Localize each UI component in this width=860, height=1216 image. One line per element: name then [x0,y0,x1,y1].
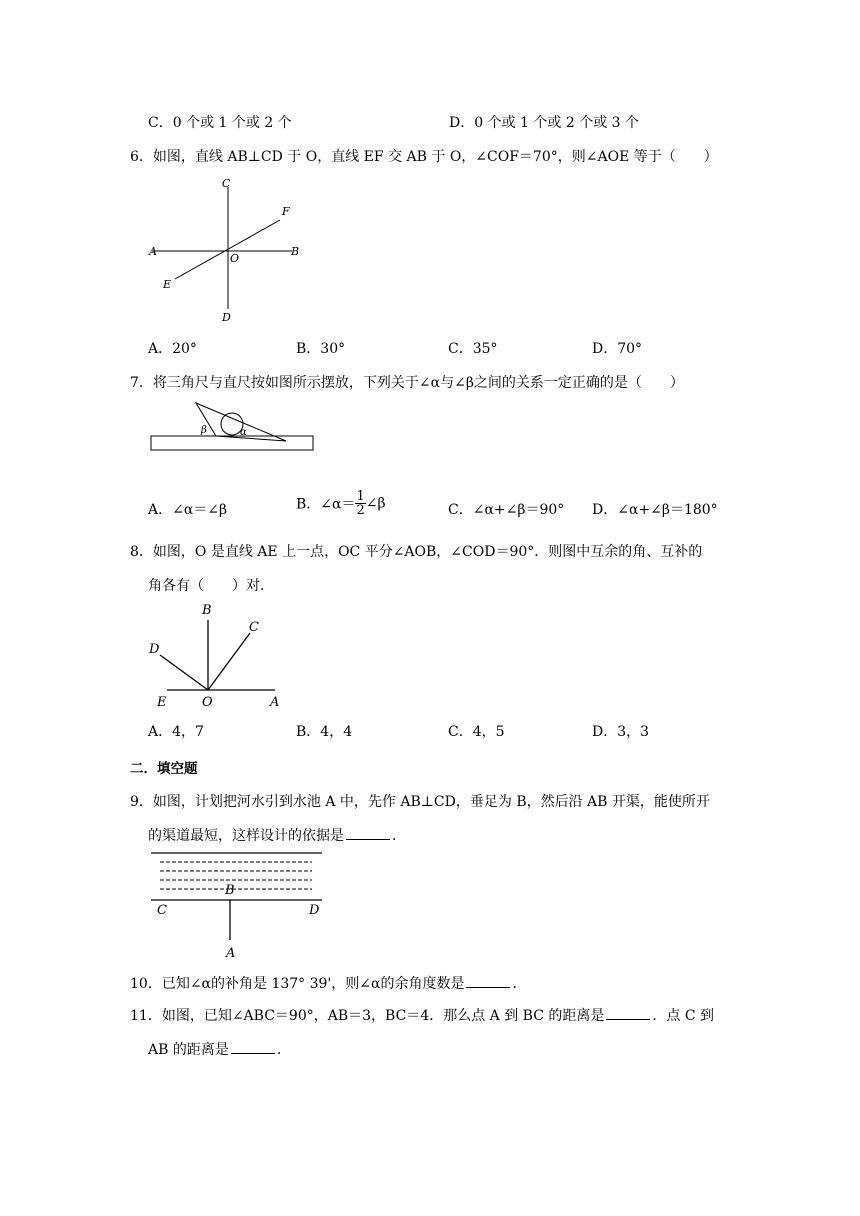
section-fill-in-blank-heading: 二．填空题 [130,761,198,777]
q8-label-e: E [157,695,167,710]
q11-line1-prefix: 11．如图，已知∠ABC＝90°，AB＝3，BC＝4．那么点 A 到 BC 的距离是 [130,1008,605,1024]
q7-option-a: A．∠α＝∠β [148,502,228,518]
q6-label-o: O [230,252,240,265]
q9-stem-line2-suffix: ． [392,828,406,844]
q8-option-c: C．4，5 [448,724,505,740]
q7-option-b-numerator: 1 [356,489,365,504]
q7-label-alpha: α [240,427,247,438]
q8-label-o: O [202,695,213,710]
q9-label-d: D [309,903,320,918]
q11-line2-suffix: ． [276,1042,291,1058]
q7-option-b-fraction [355,490,365,517]
q9-figure [148,848,328,963]
q8-label-c: C [249,620,259,635]
q6-option-c: C．35° [448,341,498,357]
q10-stem-suffix: ． [512,976,527,992]
q11-stem-line1 [130,1005,714,1025]
q5-option-c: C．0 个或 1 个或 2 个 [148,115,292,131]
q9-stem-line1: 9．如图，计划把河水引到水池 A 中，先作 AB⊥CD，垂足为 B，然后沿 AB 开渠，能使所开 [130,794,710,810]
q10-stem [130,973,526,993]
q8-option-d: D．3，3 [592,724,650,740]
q6-option-a: A．20° [148,341,197,357]
q6-label-e: E [163,278,172,291]
q11-line2-prefix: AB 的距离是 [148,1042,229,1058]
q6-label-d: D [222,311,231,324]
q6-option-b: B．30° [296,341,346,357]
q8-option-b: B．4，4 [296,724,353,740]
q6-stem: 6．如图，直线 AB⊥CD 于 O，直线 EF 交 AB 于 O，∠COF＝70°，则∠AOE 等于（ ） [130,149,718,165]
q7-option-b [296,490,386,517]
q11-stem-line2 [148,1039,291,1059]
q10-stem-prefix: 10．已知∠α的补角是 137° 39'，则∠α的余角度数是 [130,976,465,992]
q10-answer-blank [466,973,510,988]
q6-label-a: A [149,245,157,258]
q7-option-c: C．∠α+∠β＝90° [448,502,565,518]
q7-option-d: D．∠α+∠β＝180° [592,502,718,518]
q9-label-b: B [225,883,235,898]
q8-label-b: B [202,603,212,618]
q7-option-b-prefix: B．∠α＝ [296,496,356,513]
q7-stem: 7．将三角尺与直尺按如图所示摆放，下列关于∠α与∠β之间的关系一定正确的是（ ） [130,375,684,391]
q9-label-a: A [226,946,236,961]
q11-answer-blank-1 [606,1005,650,1020]
q9-stem-line2 [148,825,406,845]
q6-figure [140,175,320,325]
q6-label-c: C [222,177,231,190]
q8-label-a: A [270,695,280,710]
q8-figure [145,600,295,710]
q8-label-d: D [149,642,160,657]
q6-label-f: F [282,205,290,218]
q11-answer-blank-2 [231,1039,275,1054]
q5-option-d: D．0 个或 1 个或 2 个或 3 个 [449,115,640,131]
q8-stem-line2: 角各有（ ）对． [148,578,274,594]
q9-stem-line2-prefix: 的渠道最短，这样设计的依据是 [148,828,344,844]
q9-answer-blank [346,825,390,840]
q6-option-d: D．70° [592,341,643,357]
q8-stem-line1: 8．如图，O 是直线 AE 上一点，OC 平分∠AOB，∠COD＝90°．则图中互余的角、互补的 [130,544,703,560]
q7-figure [148,400,318,455]
q7-option-b-denominator: 2 [356,503,365,518]
q11-line1-suffix: ．点 C 到 [652,1008,714,1024]
q7-label-beta: β [201,425,207,436]
q7-option-b-suffix: ∠β [365,495,386,512]
q6-label-b: B [291,245,300,258]
q8-option-a: A．4，7 [148,724,204,740]
q9-label-c: C [157,903,167,918]
